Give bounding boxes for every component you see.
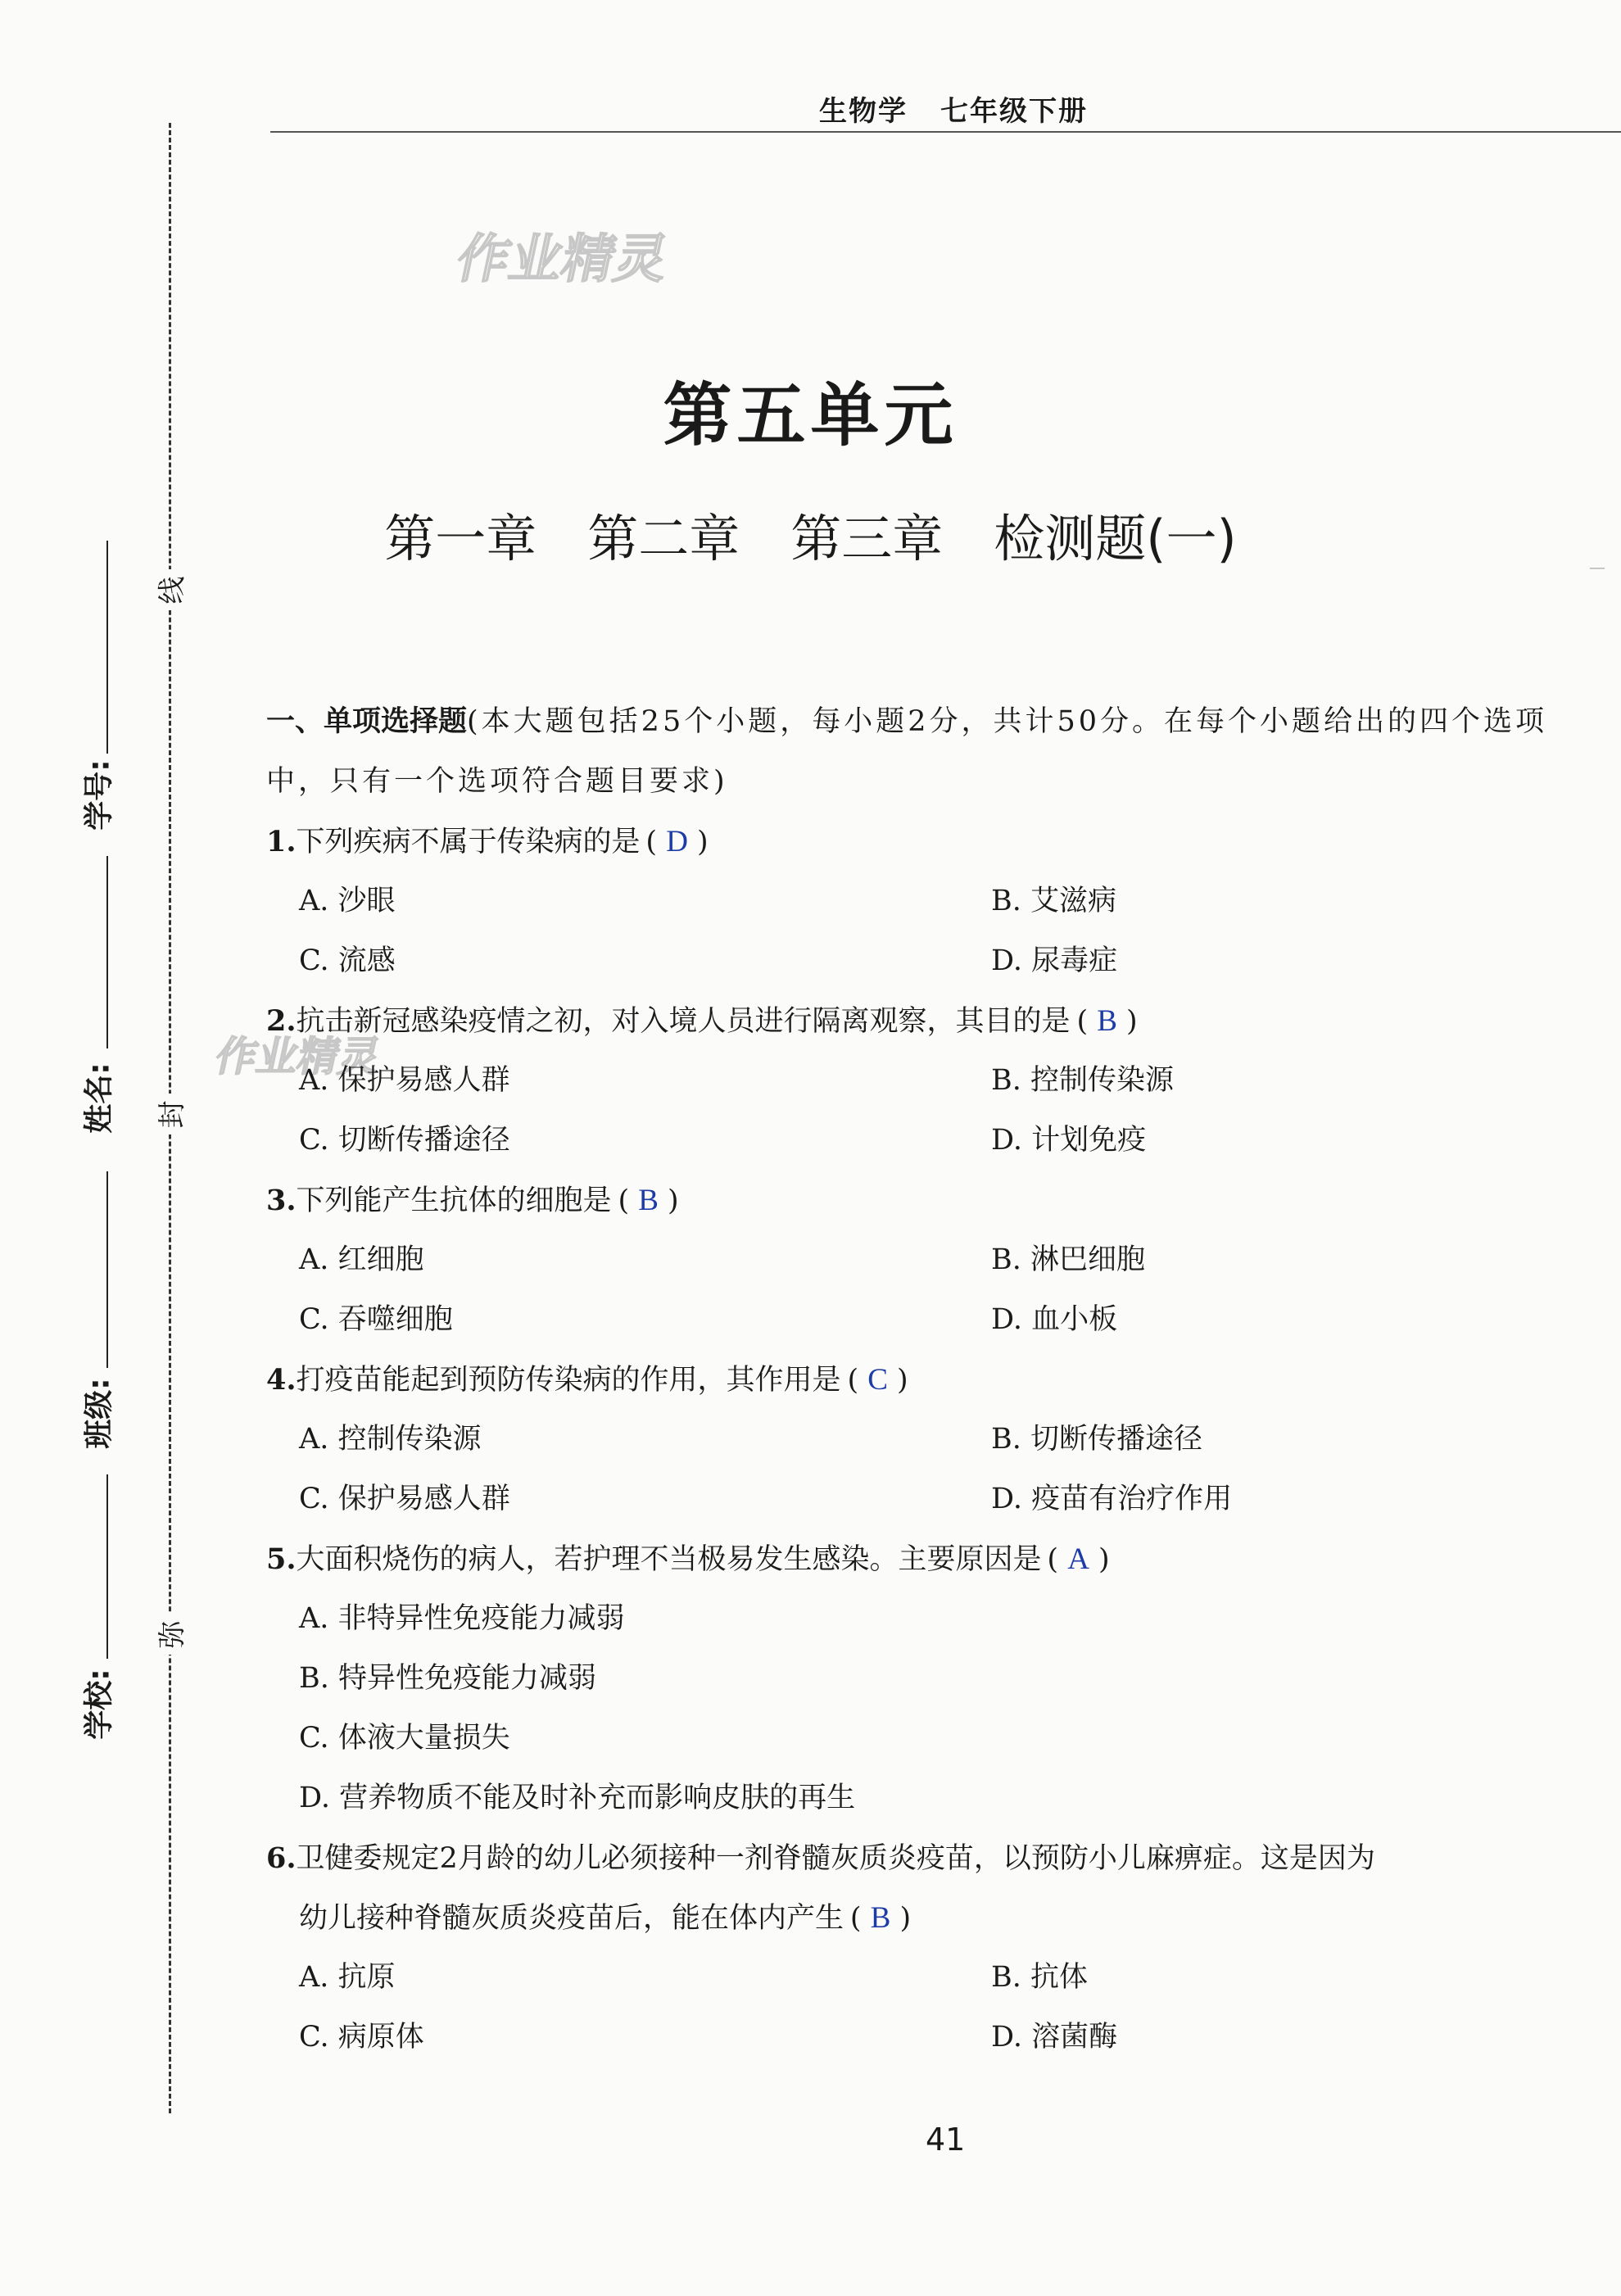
answer-mark: B — [870, 1901, 891, 1935]
class-field[interactable] — [72, 1171, 121, 1458]
answer-mark: D — [666, 825, 688, 858]
question-6-continued — [266, 1888, 1560, 1948]
name-label: 姓名: — [82, 1062, 116, 1134]
question-6 — [266, 1828, 1560, 1888]
question-text: 抗击新冠感染疫情之初，对入境人员进行隔离观察，其目的是 — [296, 1005, 1071, 1038]
option-c[interactable]: C. 保护易感人群 — [299, 1483, 510, 1515]
question-number: 2. — [266, 1004, 297, 1038]
student-number-label: 学号: — [82, 759, 116, 831]
option-c[interactable]: C. 切断传播途径 — [299, 1124, 510, 1157]
options-row — [266, 1589, 1560, 1649]
options-row — [266, 2008, 1560, 2067]
option-b[interactable]: B. 艾滋病 — [991, 885, 1116, 917]
cut-word-mi: 弥 — [149, 1614, 190, 1655]
option-b[interactable]: B. 控制传染源 — [991, 1064, 1174, 1097]
section-heading — [266, 692, 1560, 812]
answer-mark: C — [867, 1363, 888, 1397]
page-header — [819, 88, 1088, 129]
options-row — [266, 1290, 1560, 1350]
answer-blank[interactable]: ( C ) — [847, 1363, 908, 1397]
question-text: 打疫苗能起到预防传染病的作用，其作用是 — [296, 1364, 841, 1397]
options-row — [266, 872, 1560, 931]
student-number-line — [106, 541, 108, 754]
option-d[interactable]: D. 计划免疫 — [991, 1124, 1147, 1157]
option-c[interactable]: C. 体液大量损失 — [299, 1722, 510, 1755]
name-field[interactable] — [72, 856, 121, 1143]
chapter-title: 第一章 第二章 第三章 检测题(一) — [384, 509, 1237, 568]
question-3 — [266, 1171, 1560, 1230]
option-c[interactable]: C. 流感 — [299, 944, 396, 977]
option-d[interactable]: D. 溶菌酶 — [991, 2021, 1118, 2054]
option-a[interactable]: A. 保护易感人群 — [299, 1064, 510, 1097]
option-d[interactable]: D. 血小板 — [991, 1303, 1118, 1336]
option-b[interactable]: B. 抗体 — [991, 1961, 1088, 1994]
answer-mark: A — [1067, 1542, 1089, 1576]
option-c[interactable]: C. 吞噬细胞 — [299, 1303, 453, 1336]
option-a[interactable]: A. 红细胞 — [299, 1243, 424, 1276]
question-2 — [266, 991, 1560, 1051]
watermark-mid: 作业精灵 — [211, 1033, 386, 1080]
school-field[interactable] — [72, 1474, 121, 1745]
options-row — [266, 931, 1560, 991]
question-text: 下列能产生抗体的细胞是 — [296, 1184, 612, 1217]
school-line — [106, 1474, 108, 1659]
margin-mark: — — [1589, 557, 1605, 577]
option-a[interactable]: A. 抗原 — [299, 1961, 396, 1994]
option-c[interactable]: C. 病原体 — [299, 2021, 424, 2054]
option-b[interactable]: B. 切断传播途径 — [991, 1423, 1202, 1456]
answer-mark: B — [638, 1184, 659, 1217]
answer-blank[interactable]: ( B ) — [1076, 1004, 1138, 1038]
question-5 — [266, 1529, 1560, 1589]
question-text: 卫健委规定2月龄的幼儿必须接种一剂脊髓灰质炎疫苗，以预防小儿麻痹症。这是因为 — [296, 1842, 1375, 1875]
watermark-top: 作业精灵 — [451, 229, 674, 290]
option-a[interactable]: A. 控制传染源 — [299, 1423, 482, 1456]
options-row — [266, 1649, 1560, 1709]
options-row — [266, 1948, 1560, 2008]
answer-blank[interactable]: ( D ) — [645, 825, 709, 858]
school-label: 学校: — [82, 1668, 116, 1740]
options-row — [266, 1051, 1560, 1111]
option-a[interactable]: A. 非特异性免疫能力减弱 — [299, 1602, 625, 1635]
question-1 — [266, 812, 1560, 872]
section-title: 一、单项选择题 — [266, 705, 468, 738]
options-row — [266, 1410, 1560, 1470]
question-number: 6. — [266, 1841, 297, 1875]
options-row — [266, 1768, 1560, 1828]
header-rule — [270, 131, 1621, 133]
question-number: 1. — [266, 825, 297, 858]
cut-word-feng: 封 — [149, 1094, 190, 1134]
student-number-field[interactable] — [72, 541, 121, 836]
options-row — [266, 1470, 1560, 1529]
question-4 — [266, 1350, 1560, 1410]
answer-blank[interactable]: ( B ) — [849, 1901, 912, 1935]
question-text: 大面积烧伤的病人，若护理不当极易发生感染。主要原因是 — [296, 1543, 1042, 1576]
name-line — [106, 856, 108, 1048]
options-row — [266, 1111, 1560, 1171]
header-subject: 生物学 — [819, 95, 908, 128]
options-row — [266, 1230, 1560, 1290]
option-d[interactable]: D. 营养物质不能及时补充而影响皮肤的再生 — [299, 1782, 856, 1814]
question-area — [266, 692, 1560, 2067]
class-label: 班级: — [82, 1377, 116, 1449]
question-text-continued: 幼儿接种脊髓灰质炎疫苗后，能在体内产生 — [299, 1902, 844, 1935]
unit-title: 第五单元 — [663, 374, 958, 455]
class-line — [106, 1171, 108, 1368]
section-note: (本大题包括25个小题，每小题2分，共计50分。在每个小题给出的四个选项中，只有一个选项符合题目要求) — [266, 705, 1548, 798]
question-number: 3. — [266, 1184, 297, 1217]
option-d[interactable]: D. 疫苗有治疗作用 — [991, 1483, 1233, 1515]
option-a[interactable]: A. 沙眼 — [299, 885, 396, 917]
options-row — [266, 1709, 1560, 1768]
option-b[interactable]: B. 特异性免疫能力减弱 — [299, 1662, 596, 1695]
answer-mark: B — [1097, 1004, 1117, 1038]
option-b[interactable]: B. 淋巴细胞 — [991, 1243, 1145, 1276]
page-number: 41 — [926, 2122, 966, 2158]
question-text: 下列疾病不属于传染病的是 — [296, 826, 641, 858]
header-grade: 七年级下册 — [940, 95, 1088, 128]
question-number: 4. — [266, 1363, 297, 1397]
question-number: 5. — [266, 1542, 297, 1576]
answer-blank[interactable]: ( B ) — [618, 1184, 679, 1217]
answer-blank[interactable]: ( A ) — [1047, 1542, 1110, 1576]
option-d[interactable]: D. 尿毒症 — [991, 944, 1118, 977]
cut-word-xian: 线 — [149, 569, 190, 610]
